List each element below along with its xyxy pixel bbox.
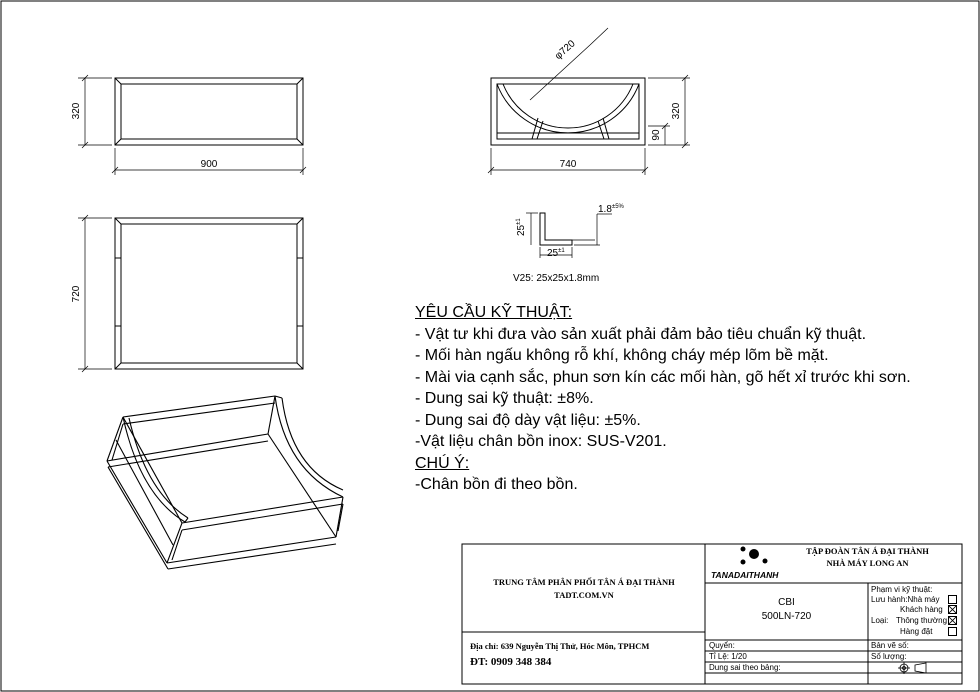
customer-label: Khách hàng bbox=[900, 605, 943, 614]
phone: ĐT: 0909 348 384 bbox=[470, 656, 552, 668]
front-view bbox=[115, 78, 303, 145]
circulation-label: Lưu hành:Nhà máy bbox=[871, 595, 940, 604]
isometric-view bbox=[107, 396, 343, 569]
checkbox-special[interactable] bbox=[948, 627, 957, 636]
projection-symbol-icon bbox=[898, 662, 926, 674]
profile-caption: V25: 25x25x1.8mm bbox=[513, 273, 600, 284]
side-base-dim: 90 bbox=[651, 129, 662, 141]
company-name: TẬP ĐOÀN TÂN Á ĐẠI THÀNH bbox=[806, 546, 929, 556]
check-icon bbox=[949, 617, 956, 624]
checkbox-circulation[interactable] bbox=[948, 595, 957, 604]
product-code: CBI bbox=[778, 597, 795, 608]
profile-leg-v: $25^{\pm 1}$ bbox=[516, 218, 527, 236]
front-width-dim: 900 bbox=[200, 159, 218, 170]
scope-label: Phạm vi kỹ thuật: bbox=[871, 585, 933, 594]
note-item: -Chân bồn đi theo bồn. bbox=[415, 476, 578, 493]
top-dimensions bbox=[78, 215, 112, 372]
distribution-center-name: TRUNG TÂM PHÂN PHỐI TÂN Á ĐẠI THÀNH bbox=[493, 577, 675, 587]
profile-leg-h: $25^{\pm 1}$ bbox=[547, 248, 565, 259]
profile-dimensions bbox=[526, 213, 612, 258]
front-dimensions bbox=[78, 75, 306, 175]
side-radius-dim: φ720 bbox=[553, 38, 578, 62]
note-heading: CHÚ Ý: bbox=[415, 454, 470, 472]
top-height-dim: 720 bbox=[71, 285, 82, 303]
tech-item: - Mài via cạnh sắc, phun sơn kín các mối hàn, gõ hết xỉ trước khi sơn. bbox=[415, 368, 911, 386]
technical-notes bbox=[415, 302, 975, 496]
angle-profile bbox=[540, 213, 572, 245]
tech-item: - Vật tư khi đưa vào sản xuất phải đảm bảo tiêu chuẩn kỹ thuật. bbox=[415, 325, 867, 343]
quantity-label: Số lượng: bbox=[871, 652, 907, 661]
side-dimensions bbox=[488, 28, 690, 175]
tech-item: -Vật liệu chân bồn inox: SUS-V201. bbox=[415, 433, 667, 450]
checkbox-regular[interactable] bbox=[948, 616, 957, 625]
check-icon bbox=[949, 606, 956, 613]
tech-requirements-heading: YÊU CẦU KỸ THUẬT: bbox=[415, 304, 573, 321]
tolerance-label: Dung sai theo bảng: bbox=[709, 663, 781, 672]
special-label: Hàng đặt bbox=[900, 627, 933, 636]
top-view bbox=[115, 218, 303, 369]
factory-name: NHÀ MÁY LONG AN bbox=[826, 558, 909, 568]
profile-thickness: $1.8^{\pm 5\%}$ bbox=[598, 204, 624, 215]
drawing-number-label: Bản vẽ số: bbox=[871, 641, 909, 650]
type-label: Loại: bbox=[871, 616, 889, 625]
website: TADT.COM.VN bbox=[554, 590, 614, 600]
volume-label: Quyển: bbox=[709, 641, 735, 650]
product-model: 500LN-720 bbox=[761, 611, 812, 622]
side-view bbox=[491, 78, 645, 145]
company-logo bbox=[711, 547, 779, 581]
tech-item: - Dung sai kỹ thuật: ±8%. bbox=[415, 390, 594, 407]
logo-text: TANADAITHANH bbox=[711, 570, 779, 580]
regular-label: Thông thường bbox=[896, 616, 948, 625]
tech-item: - Dung sai độ dày vật liệu: ±5%. bbox=[415, 411, 641, 429]
side-height-dim: 320 bbox=[671, 102, 682, 120]
tech-item: - Mối hàn ngấu không rỗ khí, không cháy mép lõm bề mặt. bbox=[415, 347, 829, 364]
front-height-dim: 320 bbox=[71, 102, 82, 120]
address: Địa chỉ: 639 Nguyễn Thị Thử, Hóc Môn, TPHCM bbox=[470, 641, 650, 651]
checkbox-customer[interactable] bbox=[948, 605, 957, 614]
scale-label: Tỉ Lệ: 1/20 bbox=[709, 652, 747, 661]
side-width-dim: 740 bbox=[559, 159, 577, 170]
